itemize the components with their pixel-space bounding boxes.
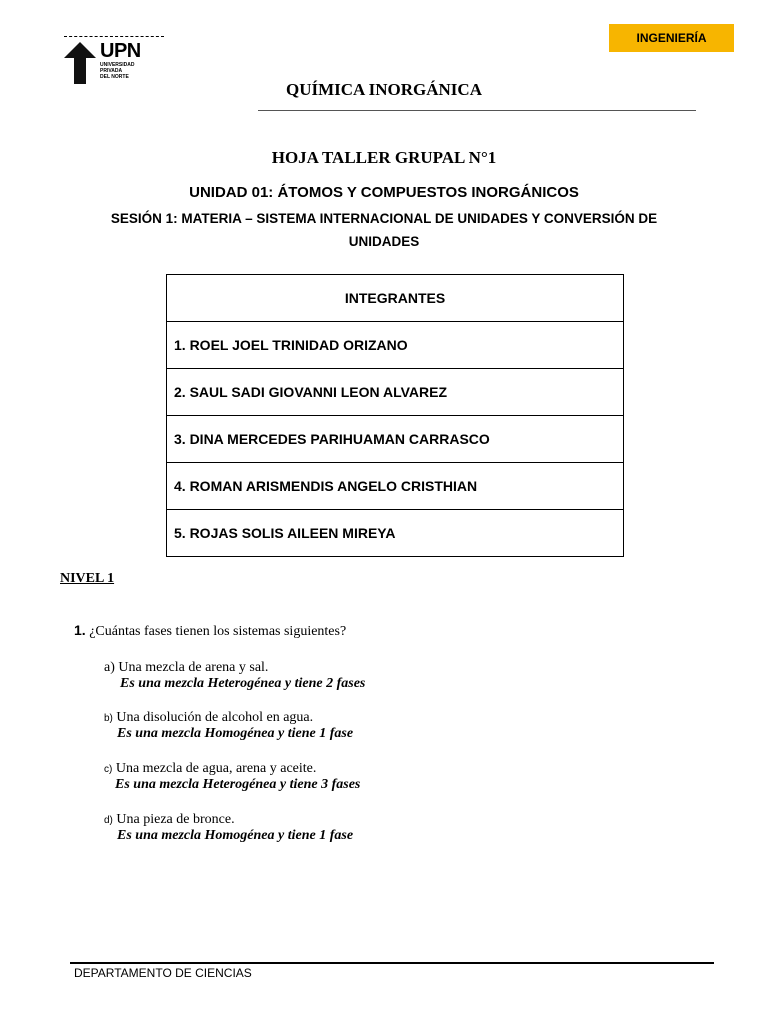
unit-heading: UNIDAD 01: ÁTOMOS Y COMPUESTOS INORGÁNICOS (189, 184, 579, 201)
question-item-c: c) Una mezcla de agua, arena y aceite. Es una mezcla Heterogénea y tiene 3 fases (104, 761, 361, 792)
question-text: ¿Cuántas fases tienen los sistemas siguientes? (89, 624, 347, 639)
answer-text: Es una mezcla Heterogénea y tiene 2 fases (120, 676, 366, 691)
upn-logo (64, 36, 174, 86)
members-table (166, 274, 624, 557)
level-heading: NIVEL 1 (60, 571, 115, 586)
session-heading: SESIÓN 1: MATERIA – SISTEMA INTERNACIONAL DE UNIDADES Y CONVERSIÓN DE UNIDADES (110, 211, 658, 249)
logo-text: UPN (100, 40, 141, 62)
member-row: 3. DINA MERCEDES PARIHUAMAN CARRASCO (167, 416, 624, 463)
logo-subtitle: UNIVERSIDAD PRIVADA DEL NORTE (100, 62, 135, 80)
question-number: 1. (74, 622, 86, 638)
answer-text: Es una mezcla Homogénea y tiene 1 fase (117, 726, 354, 741)
arrow-up-icon (64, 42, 96, 84)
header-divider (258, 110, 696, 111)
footer-divider (70, 962, 714, 964)
member-row: 2. SAUL SADI GIOVANNI LEON ALVAREZ (167, 369, 624, 416)
members-header: INTEGRANTES (167, 275, 624, 322)
answer-text: Es una mezcla Homogénea y tiene 1 fase (117, 828, 354, 843)
question-item-b: b) Una disolución de alcohol en agua. Es una mezcla Homogénea y tiene 1 fase (104, 710, 354, 741)
question-item-a: a) Una mezcla de arena y sal. Es una mezcla Heterogénea y tiene 2 fases (104, 660, 366, 691)
logo-dashed-line (64, 36, 164, 37)
question-item-d: d) Una pieza de bronce. Es una mezcla Homogénea y tiene 1 fase (104, 812, 354, 843)
member-row: 4. ROMAN ARISMENDIS ANGELO CRISTHIAN (167, 463, 624, 510)
document-title: HOJA TALLER GRUPAL N°1 (271, 148, 497, 167)
course-title: QUÍMICA INORGÁNICA (286, 80, 482, 99)
member-row: 5. ROJAS SOLIS AILEEN MIREYA (167, 510, 624, 557)
footer-department: DEPARTAMENTO DE CIENCIAS (74, 966, 252, 980)
answer-text: Es una mezcla Heterogénea y tiene 3 fases (115, 777, 361, 792)
faculty-badge: INGENIERÍA (609, 24, 734, 52)
question-1 (74, 622, 346, 640)
member-row: 1. ROEL JOEL TRINIDAD ORIZANO (167, 322, 624, 369)
